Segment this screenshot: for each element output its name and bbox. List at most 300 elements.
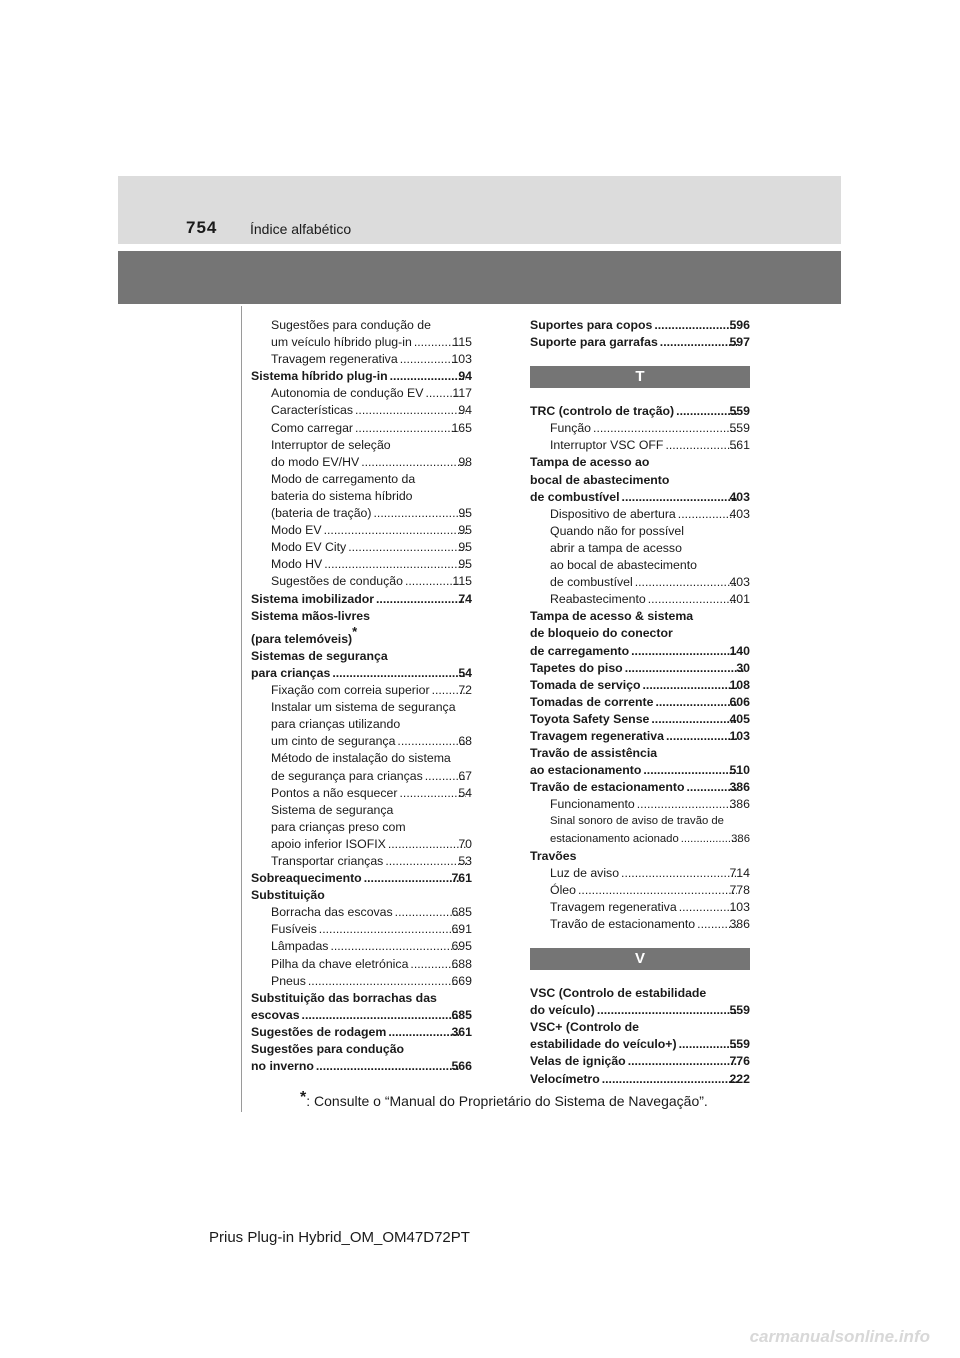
page-reference: 94 [458, 403, 472, 418]
index-subentry [530, 899, 750, 916]
page-reference: 103 [729, 728, 750, 743]
entry-line [251, 623, 472, 648]
entry-line [271, 317, 472, 334]
entry-line [271, 539, 472, 556]
dot-leader [625, 660, 745, 677]
entry-line [550, 557, 750, 574]
entry-line [530, 643, 750, 660]
entry-text: Pilha da chave eletrónica [271, 956, 409, 971]
entry-text: Tampa de acesso & sistema [530, 609, 694, 624]
dot-leader [395, 904, 460, 921]
entry-line [550, 420, 750, 437]
entry-text: Quando não for possível [550, 523, 684, 538]
index-subentry [530, 591, 750, 608]
index-entry [530, 728, 750, 745]
index-entry [530, 1053, 750, 1070]
entry-line [530, 1053, 750, 1070]
dot-leader [355, 420, 459, 437]
entry-text: VSC+ (Controlo de [530, 1020, 639, 1035]
entry-line [530, 711, 750, 728]
entry-text: para crianças preso com [271, 819, 406, 834]
entry-text: de carregamento [530, 643, 630, 658]
dot-leader [665, 437, 737, 454]
page-reference: 67 [458, 768, 472, 783]
entry-line [550, 899, 750, 916]
dot-leader [654, 317, 737, 334]
margin-rule [241, 306, 242, 1112]
entry-text: Travão de estacionamento [530, 780, 685, 795]
entry-line [271, 351, 472, 368]
entry-text: Luz de aviso [550, 865, 620, 880]
entry-text: no inverno [251, 1059, 314, 1074]
dot-leader [361, 454, 466, 471]
entry-text: Sistemas de segurança [251, 648, 388, 663]
entry-text: Travões [530, 848, 577, 863]
entry-line [550, 506, 750, 523]
page-reference: 403 [729, 575, 750, 590]
entry-text: Travão de assistência [530, 746, 658, 761]
dot-leader [388, 1024, 459, 1041]
entry-text: TRC (controlo de tração) [530, 404, 675, 419]
dot-leader [631, 643, 737, 660]
dot-leader [355, 402, 466, 419]
index-subentry [530, 796, 750, 813]
dot-leader [397, 733, 466, 750]
dot-leader [643, 677, 738, 694]
page-reference: 115 [452, 335, 472, 350]
footer-watermark: carmanualsonline.info [749, 1327, 930, 1346]
entry-text: Sugestões de condução [271, 574, 403, 589]
entry-line [550, 831, 750, 848]
index-entry [251, 870, 472, 887]
entry-text: Sistema híbrido plug-in [251, 369, 388, 384]
page-reference: 691 [451, 922, 472, 937]
entry-line [251, 1024, 472, 1041]
entry-text: Velocímetro [530, 1071, 600, 1086]
entry-line [271, 750, 472, 767]
index-entry [530, 711, 750, 728]
entry-line [530, 625, 750, 642]
entry-line [530, 985, 750, 1002]
index-subentry [530, 506, 750, 523]
page-reference: 405 [729, 711, 750, 726]
page-reference: 685 [451, 905, 472, 920]
index-subentry [251, 471, 472, 522]
page-reference: 669 [451, 973, 472, 988]
entry-text: Tapetes do piso [530, 660, 623, 675]
entry-line [271, 819, 472, 836]
dot-leader [651, 711, 737, 728]
entry-text: estabilidade do veículo+) [530, 1037, 677, 1052]
dot-leader [330, 938, 459, 955]
index-subentry [251, 351, 472, 368]
dot-leader [376, 591, 466, 608]
dot-leader [597, 1002, 738, 1019]
index-entry [251, 648, 472, 682]
entry-line [550, 591, 750, 608]
entry-text: de segurança para crianças [271, 768, 423, 783]
page-reference: 606 [729, 694, 750, 709]
index-entry [530, 608, 750, 659]
entry-text: Sugestões para condução de [271, 318, 431, 332]
entry-line [530, 762, 750, 779]
dot-leader [621, 865, 737, 882]
entry-line [530, 694, 750, 711]
entry-text: Óleo [550, 882, 576, 897]
dot-leader [308, 973, 460, 990]
entry-line [530, 779, 750, 796]
index-entry [530, 677, 750, 694]
entry-text: Sistema imobilizador [251, 591, 374, 606]
index-subentry [251, 437, 472, 471]
index-subentry [251, 402, 472, 419]
entry-text: Lâmpadas [271, 939, 329, 954]
index-entry [530, 334, 750, 351]
entry-text: Pontos a não esquecer [271, 785, 398, 800]
entry-line [530, 403, 750, 420]
page-reference: 70 [458, 836, 472, 851]
entry-line [271, 836, 472, 853]
entry-line [530, 317, 750, 334]
index-subentry [251, 385, 472, 402]
page-reference: 95 [458, 523, 472, 538]
dot-leader [666, 728, 737, 745]
entry-text: um veículo híbrido plug-in [271, 335, 412, 350]
index-subentry [251, 973, 472, 990]
dot-leader [622, 489, 738, 506]
entry-text: do veículo) [530, 1003, 595, 1018]
index-entry [251, 990, 472, 1024]
entry-line [251, 1041, 472, 1058]
page-reference: 54 [458, 665, 472, 680]
index-subentry [251, 750, 472, 784]
entry-text: Tomada de serviço [530, 677, 641, 692]
page-reference: 714 [729, 865, 750, 880]
entry-text: Sistema mãos-livres [251, 608, 370, 623]
page-reference: 559 [729, 1003, 750, 1018]
footer-document-label: Prius Plug-in Hybrid_OM_OM47D72PT [209, 1229, 470, 1246]
entry-line [271, 471, 472, 488]
page-reference: 222 [729, 1071, 750, 1086]
page-reference: 597 [729, 335, 750, 350]
page-reference: 140 [729, 643, 750, 658]
page-reference: 403 [729, 506, 750, 521]
page-reference: 761 [451, 871, 472, 886]
page-reference: 561 [729, 438, 750, 453]
page-reference: 103 [451, 352, 472, 367]
entry-line [530, 454, 750, 471]
entry-line [530, 1071, 750, 1088]
entry-text: apoio inferior ISOFIX [271, 836, 386, 851]
index-entry [530, 1019, 750, 1053]
entry-line [530, 1002, 750, 1019]
dot-leader [399, 785, 466, 802]
header-band [118, 176, 841, 244]
index-entry [530, 779, 750, 796]
index-entry [251, 1024, 472, 1041]
entry-line [550, 916, 750, 933]
index-subentry [530, 420, 750, 437]
entry-text: de bloqueio do conector [530, 626, 673, 641]
entry-text: Reabastecimento [550, 592, 646, 607]
entry-line [271, 768, 472, 785]
entry-text: Sinal sonoro de aviso de travão de [550, 815, 724, 828]
index-subentry [530, 882, 750, 899]
entry-text: Método de instalação do sistema [271, 751, 451, 766]
entry-text: Interruptor de seleção [271, 437, 391, 452]
entry-text: Toyota Safety Sense [530, 711, 650, 726]
page-reference: 559 [729, 1037, 750, 1052]
index-entry [251, 1041, 472, 1075]
entry-text: Velas de ignição [530, 1054, 626, 1069]
entry-line [530, 334, 750, 351]
index-subentry [251, 802, 472, 853]
dot-leader [316, 1058, 460, 1075]
entry-text: Características [271, 403, 354, 418]
page-reference: 95 [458, 506, 472, 521]
entry-line [271, 522, 472, 539]
page-reference: 386 [731, 832, 750, 845]
entry-line [271, 488, 472, 505]
entry-text: escovas [251, 1007, 300, 1022]
entry-text: Suporte para garrafas [530, 335, 658, 350]
index-subentry [251, 956, 472, 973]
entry-text: Interruptor VSC OFF [550, 438, 664, 453]
entry-line [251, 1007, 472, 1024]
entry-text: Modo de carregamento da [271, 471, 416, 486]
entry-line [251, 648, 472, 665]
entry-text: Pneus [271, 973, 306, 988]
entry-line [271, 733, 472, 750]
dot-leader [643, 762, 737, 779]
entry-line [271, 682, 472, 699]
entry-text: Transportar crianças [271, 854, 384, 868]
entry-text: Sugestões para condução [251, 1042, 405, 1057]
entry-line [251, 1058, 472, 1075]
page-reference: 559 [729, 404, 750, 419]
dot-leader [385, 853, 466, 870]
footnote [300, 1089, 708, 1111]
entry-line [271, 921, 472, 938]
entry-text: bocal de abastecimento [530, 472, 670, 487]
index-entry [530, 403, 750, 420]
page-reference: 115 [452, 574, 472, 589]
dot-leader [660, 334, 738, 351]
entry-line [550, 574, 750, 591]
page-reference: 98 [458, 454, 472, 469]
entry-text: para crianças [251, 665, 331, 680]
entry-text: ao estacionamento [530, 763, 642, 778]
entry-line [271, 454, 472, 471]
index-entry [251, 591, 472, 608]
index-entry [530, 848, 750, 865]
entry-line [271, 904, 472, 921]
page-reference: 685 [451, 1007, 472, 1022]
dot-leader [676, 403, 737, 420]
index-subentry [251, 699, 472, 750]
entry-text: bateria do sistema híbrido [271, 488, 413, 503]
page-reference: 510 [729, 763, 750, 778]
entry-line [271, 556, 472, 573]
page-reference: 386 [729, 797, 750, 812]
entry-line [530, 677, 750, 694]
page-reference: 695 [451, 939, 472, 954]
entry-line [271, 973, 472, 990]
dot-leader [390, 368, 467, 385]
dot-leader [648, 591, 738, 608]
dot-leader [373, 505, 466, 522]
page-reference: 361 [451, 1024, 472, 1039]
dot-leader [332, 665, 466, 682]
page-reference: 596 [729, 318, 750, 332]
index-subentry [251, 904, 472, 921]
page-reference: 54 [458, 785, 472, 800]
page-reference: 559 [729, 421, 750, 436]
entry-text: Modo EV City [271, 540, 347, 555]
page-reference: 776 [729, 1054, 750, 1069]
entry-text: de combustível [530, 489, 620, 504]
index-subentry [251, 522, 472, 539]
entry-line [271, 785, 472, 802]
index-entry [251, 887, 472, 904]
index-entry [530, 985, 750, 1019]
entry-line [550, 437, 750, 454]
entry-text: Como carregar [271, 420, 354, 435]
index-subentry [530, 523, 750, 591]
index-subentry [251, 317, 472, 351]
page-reference: 30 [736, 660, 750, 675]
entry-line [271, 802, 472, 819]
entry-text: Suportes para copos [530, 318, 653, 332]
page-reference: 386 [729, 780, 750, 795]
entry-text: Substituição das borrachas das [251, 990, 437, 1005]
entry-text: Travagem regenerativa [530, 728, 664, 743]
dot-leader [348, 539, 466, 556]
entry-text: (bateria de tração) [271, 506, 372, 521]
entry-line [271, 385, 472, 402]
dot-leader [628, 1053, 738, 1070]
page-reference: 566 [451, 1059, 472, 1074]
dot-leader [302, 1007, 460, 1024]
entry-line [530, 660, 750, 677]
page-reference: 95 [458, 557, 472, 572]
entry-line [550, 882, 750, 899]
entry-line [530, 1019, 750, 1036]
entry-line [550, 540, 750, 557]
entry-text: Borracha das escovas [271, 905, 393, 920]
page-number: 754 [186, 218, 218, 237]
page-reference: 68 [458, 734, 472, 749]
dot-leader [388, 836, 466, 853]
page-reference: 386 [729, 917, 750, 931]
index-column-right [530, 317, 750, 1088]
entry-line [271, 573, 472, 590]
dot-leader [324, 556, 466, 573]
index-entry [251, 608, 472, 648]
index-subentry [251, 938, 472, 955]
entry-text: ao bocal de abastecimento [550, 558, 697, 573]
page-reference: 778 [729, 882, 750, 897]
dot-leader [635, 574, 738, 591]
entry-line [271, 938, 472, 955]
dot-leader [637, 796, 738, 813]
entry-text: Substituição [251, 888, 325, 903]
entry-text: Sistema de segurança [271, 802, 394, 817]
entry-text: Função [550, 421, 592, 436]
page-reference: 74 [458, 591, 472, 606]
index-subentry [251, 785, 472, 802]
index-subentry [530, 865, 750, 882]
page-reference: 401 [729, 592, 750, 607]
entry-line [271, 505, 472, 522]
entry-text: Sobreaquecimento [251, 871, 362, 886]
index-subentry [251, 853, 472, 870]
page-reference: 688 [451, 956, 472, 971]
page-reference: 53 [458, 854, 472, 868]
entry-line [271, 437, 472, 454]
dot-leader [655, 694, 737, 711]
entry-line [251, 368, 472, 385]
section-letter-bar: V [530, 948, 750, 970]
entry-line [530, 1036, 750, 1053]
entry-line [271, 853, 472, 870]
entry-line [530, 728, 750, 745]
index-subentry [530, 813, 750, 847]
entry-line [550, 865, 750, 882]
index-subentry [251, 921, 472, 938]
entry-text: Funcionamento [550, 797, 635, 812]
entry-text: Dispositivo de abertura [550, 506, 676, 521]
footnote-asterisk: * [300, 1089, 307, 1106]
section-title: Índice alfabético [250, 221, 352, 237]
page-reference: 108 [729, 677, 750, 692]
entry-line [271, 956, 472, 973]
entry-line [530, 472, 750, 489]
dot-leader [319, 921, 460, 938]
index-entry [251, 368, 472, 385]
page-reference: 72 [458, 683, 472, 698]
entry-text: Sugestões de rodagem [251, 1024, 387, 1039]
page-reference: 103 [729, 899, 750, 914]
dot-leader [593, 420, 737, 437]
index-subentry [251, 539, 472, 556]
entry-text: Fixação com correia superior [271, 683, 430, 698]
dot-leader [364, 870, 460, 887]
footnote-text: : Consulte o “Manual do Proprietário do Sistema de Navegação”. [306, 1093, 708, 1109]
section-letter-bar: T [530, 366, 750, 388]
page-reference: 165 [451, 420, 472, 435]
entry-line [550, 813, 750, 830]
index-entry [530, 317, 750, 334]
index-entry [530, 745, 750, 779]
entry-text: (para telemóveis) [251, 631, 353, 646]
entry-text: para crianças utilizando [271, 717, 401, 732]
entry-text: Autonomia de condução EV [271, 386, 424, 401]
entry-line [271, 402, 472, 419]
entry-line [251, 990, 472, 1007]
index-entry [530, 454, 750, 505]
entry-text: do modo EV/HV [271, 454, 360, 469]
header-dark-bar [118, 251, 841, 304]
entry-text: Travagem regenerativa [271, 352, 398, 367]
index-entry [530, 660, 750, 677]
entry-line [530, 848, 750, 865]
entry-text: Modo HV [271, 557, 323, 572]
entry-text: estacionamento acionado [550, 832, 679, 845]
entry-line [251, 870, 472, 887]
entry-text: Travagem regenerativa [550, 899, 677, 914]
entry-line [251, 665, 472, 682]
